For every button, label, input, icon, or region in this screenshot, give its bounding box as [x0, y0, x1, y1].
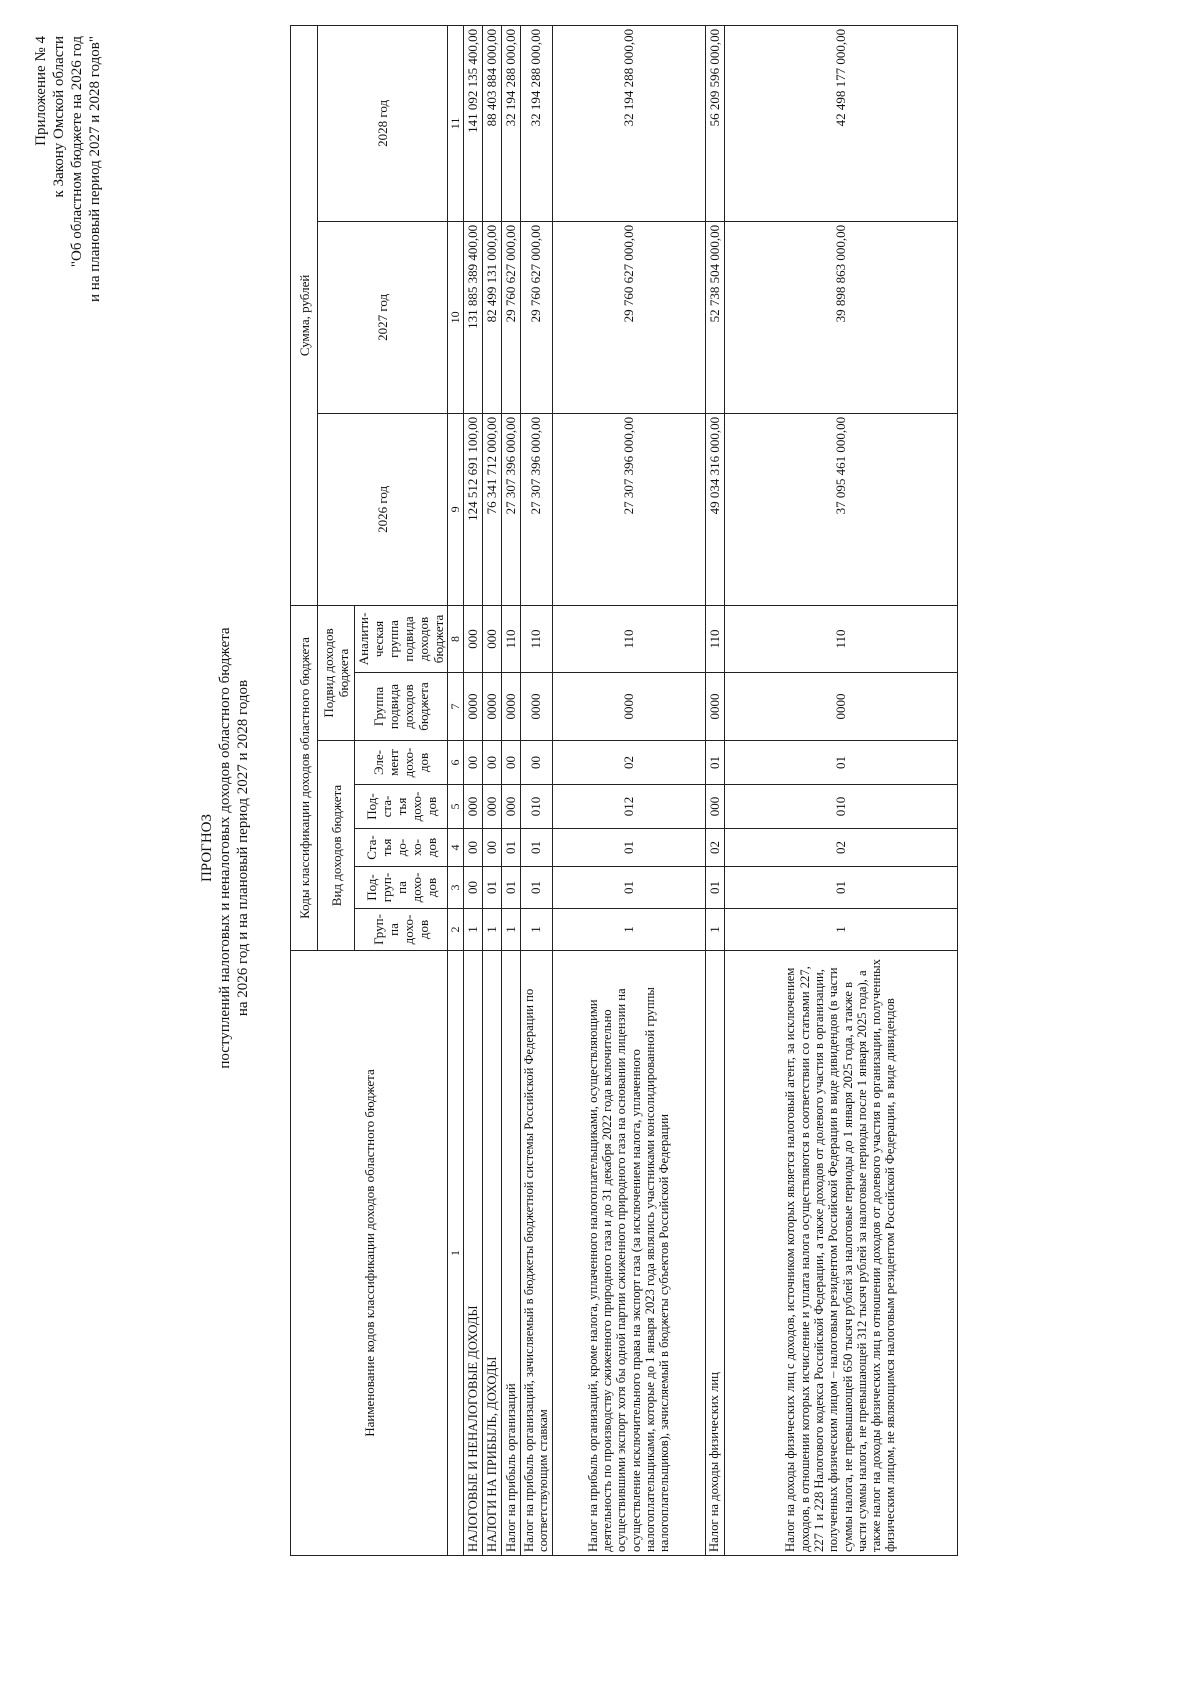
value-2028: 32 194 288 000,00 — [552, 25, 705, 221]
title-heading: ПРОГНОЗ — [199, 813, 215, 883]
code-analytic: 110 — [502, 605, 521, 672]
table-row — [464, 25, 483, 1555]
code-subkind-group: 0000 — [483, 673, 502, 741]
code-element: 00 — [464, 741, 483, 785]
col-number: 10 — [448, 221, 464, 413]
table-row — [724, 25, 957, 1555]
code-analytic: 110 — [552, 605, 705, 672]
document-title — [198, 0, 252, 1696]
value-2028: 42 498 177 000,00 — [724, 25, 957, 221]
appendix-line-2: к Закону Омской области — [51, 36, 67, 198]
code-element: 00 — [502, 741, 521, 785]
header-group: Груп-па дохо-дов — [355, 909, 448, 951]
code-group: 1 — [502, 909, 521, 951]
code-element: 00 — [483, 741, 502, 785]
value-2028: 56 209 596 000,00 — [705, 25, 724, 221]
code-subgroup: 01 — [552, 867, 705, 909]
value-2027: 29 760 627 000,00 — [521, 221, 553, 413]
code-subarticle: 010 — [724, 785, 957, 829]
header-2026: 2026 год — [318, 413, 448, 605]
code-analytic: 110 — [724, 605, 957, 672]
row-name: Налог на прибыль организаций, зачисляемый в бюджеты бюджетной системы Российской Федерации по соответствующим ставкам — [521, 951, 553, 1556]
title-line-2: на 2026 год и на плановый период 2027 и 2028 годов — [235, 679, 251, 1017]
code-group: 1 — [552, 909, 705, 951]
code-analytic: 110 — [521, 605, 553, 672]
header-row-1 — [291, 25, 318, 1555]
col-number: 7 — [448, 673, 464, 741]
col-number: 8 — [448, 605, 464, 672]
table-row — [705, 25, 724, 1555]
code-subkind-group: 0000 — [552, 673, 705, 741]
code-element: 02 — [552, 741, 705, 785]
col-number: 9 — [448, 413, 464, 605]
code-analytic: 000 — [464, 605, 483, 672]
code-subgroup: 01 — [483, 867, 502, 909]
row-name: Налог на доходы физических лиц — [705, 951, 724, 1556]
col-number: 5 — [448, 785, 464, 829]
code-subkind-group: 0000 — [502, 673, 521, 741]
value-2027: 131 885 389 400,00 — [464, 221, 483, 413]
code-subarticle: 000 — [705, 785, 724, 829]
forecast-table-wrapper — [290, 26, 958, 1556]
col-number: 11 — [448, 25, 464, 221]
code-group: 1 — [464, 909, 483, 951]
appendix-line-3: "Об областном бюджете на 2026 год — [69, 36, 85, 268]
code-subkind-group: 0000 — [464, 673, 483, 741]
value-2028: 32 194 288 000,00 — [521, 25, 553, 221]
header-article: Ста-тья до-хо-дов — [355, 829, 448, 867]
value-2028: 141 092 135 400,00 — [464, 25, 483, 221]
header-codes: Коды классификации доходов областного бюджета — [291, 605, 318, 950]
column-numbers-row — [448, 25, 464, 1555]
code-group: 1 — [521, 909, 553, 951]
code-subarticle: 000 — [502, 785, 521, 829]
appendix-line-1: Приложение № 4 — [33, 36, 49, 146]
value-2026: 76 341 712 000,00 — [483, 413, 502, 605]
value-2028: 88 403 884 000,00 — [483, 25, 502, 221]
header-2027: 2027 год — [318, 221, 448, 413]
header-element: Эле-мент дохо-дов — [355, 741, 448, 785]
header-subkind: Подвид доходов бюджета — [318, 605, 355, 740]
col-number: 1 — [448, 951, 464, 1556]
header-subkind-group: Группа подвида доходов бюджета — [355, 673, 448, 741]
value-2027: 82 499 131 000,00 — [483, 221, 502, 413]
col-number: 3 — [448, 867, 464, 909]
value-2027: 29 760 627 000,00 — [552, 221, 705, 413]
code-subgroup: 01 — [502, 867, 521, 909]
code-subkind-group: 0000 — [521, 673, 553, 741]
header-2028: 2028 год — [318, 25, 448, 221]
code-element: 01 — [724, 741, 957, 785]
code-element: 01 — [705, 741, 724, 785]
row-name: Налог на доходы физических лиц с доходов, источником которых является налоговый агент, за исключением доходов, в отношении которых исчисление и уплата налога осуществляются в соответствии со статьями 227, 227 1 и 228 Налогового кодекса Российской Федерации, а также доходов от долевого участия в организации, полученных физическим лицом – налоговым резидентом Российской Федерации в виде дивидендов (в части суммы налога, не превышающей 650 тысяч рублей за налоговые периоды до 1 января 2025 года, а также в части суммы налога, не превышающей 312 тысяч рублей за налоговые периоды после 1 января 2025 года), а также налог на доходы физических лиц в отношении доходов от долевого участия в организации, полученных физическим лицом, не являющимся налоговым резидентом Российской Федерации, в виде дивидендов — [724, 951, 957, 1556]
row-name: Налог на прибыль организаций — [502, 951, 521, 1556]
code-subarticle: 000 — [483, 785, 502, 829]
col-number: 4 — [448, 829, 464, 867]
code-group: 1 — [724, 909, 957, 951]
value-2026: 27 307 396 000,00 — [502, 413, 521, 605]
title-line-1: поступлений налоговых и неналоговых доходов областного бюджета — [217, 627, 233, 1069]
code-subarticle: 000 — [464, 785, 483, 829]
code-element: 00 — [521, 741, 553, 785]
appendix-line-4: и на плановый период 2027 и 2028 годов" — [87, 36, 103, 302]
row-name: Налог на прибыль организаций, кроме налога, уплаченного налогоплательщиками, осуществляющими деятельность по производству сжиженного природного газа и до 31 декабря 2022 года включительно осуществившими экспорт хотя бы одной партии сжиженного природного газа на основании лицензии на осуществление исключительного права на экспорт газа (за исключением налога, уплаченного налогоплательщиками, которые до 1 января 2023 года являлись участниками консолидированной группы налогоплательщиков), зачисляемый в бюджеты субъектов Российской Федерации — [552, 951, 705, 1556]
value-2026: 124 512 691 100,00 — [464, 413, 483, 605]
col-number: 6 — [448, 741, 464, 785]
row-name: НАЛОГОВЫЕ И НЕНАЛОГОВЫЕ ДОХОДЫ — [464, 951, 483, 1556]
value-2027: 39 898 863 000,00 — [724, 221, 957, 413]
code-subgroup: 01 — [724, 867, 957, 909]
col-number: 2 — [448, 909, 464, 951]
code-group: 1 — [483, 909, 502, 951]
header-subgroup: Под-груп-па дохо-дов — [355, 867, 448, 909]
code-analytic: 000 — [483, 605, 502, 672]
code-subarticle: 010 — [521, 785, 553, 829]
header-subarticle: Под-ста-тья дохо-дов — [355, 785, 448, 829]
row-name: НАЛОГИ НА ПРИБЫЛЬ, ДОХОДЫ — [483, 951, 502, 1556]
code-subkind-group: 0000 — [724, 673, 957, 741]
code-article: 01 — [552, 829, 705, 867]
value-2026: 27 307 396 000,00 — [521, 413, 553, 605]
table-row — [521, 25, 553, 1555]
code-article: 02 — [705, 829, 724, 867]
value-2026: 27 307 396 000,00 — [552, 413, 705, 605]
table-row — [483, 25, 502, 1555]
table-row — [502, 25, 521, 1555]
code-subgroup: 01 — [705, 867, 724, 909]
value-2027: 29 760 627 000,00 — [502, 221, 521, 413]
code-subgroup: 01 — [521, 867, 553, 909]
code-article: 01 — [521, 829, 553, 867]
header-name: Наименование кодов классификации доходов областного бюджета — [291, 951, 448, 1556]
code-subgroup: 00 — [464, 867, 483, 909]
code-analytic: 110 — [705, 605, 724, 672]
code-group: 1 — [705, 909, 724, 951]
value-2026: 49 034 316 000,00 — [705, 413, 724, 605]
code-article: 01 — [502, 829, 521, 867]
value-2028: 32 194 288 000,00 — [502, 25, 521, 221]
value-2026: 37 095 461 000,00 — [724, 413, 957, 605]
appendix-note — [32, 36, 104, 356]
code-article: 00 — [464, 829, 483, 867]
forecast-table — [290, 25, 958, 1556]
value-2027: 52 738 504 000,00 — [705, 221, 724, 413]
code-subkind-group: 0000 — [705, 673, 724, 741]
header-sum: Сумма, рублей — [291, 25, 318, 605]
table-row — [552, 25, 705, 1555]
code-article: 00 — [483, 829, 502, 867]
header-kind: Вид доходов бюджета — [318, 741, 355, 951]
code-subarticle: 012 — [552, 785, 705, 829]
header-analytic: Аналити-ческая группа подвида доходов бюджета — [355, 605, 448, 672]
code-article: 02 — [724, 829, 957, 867]
